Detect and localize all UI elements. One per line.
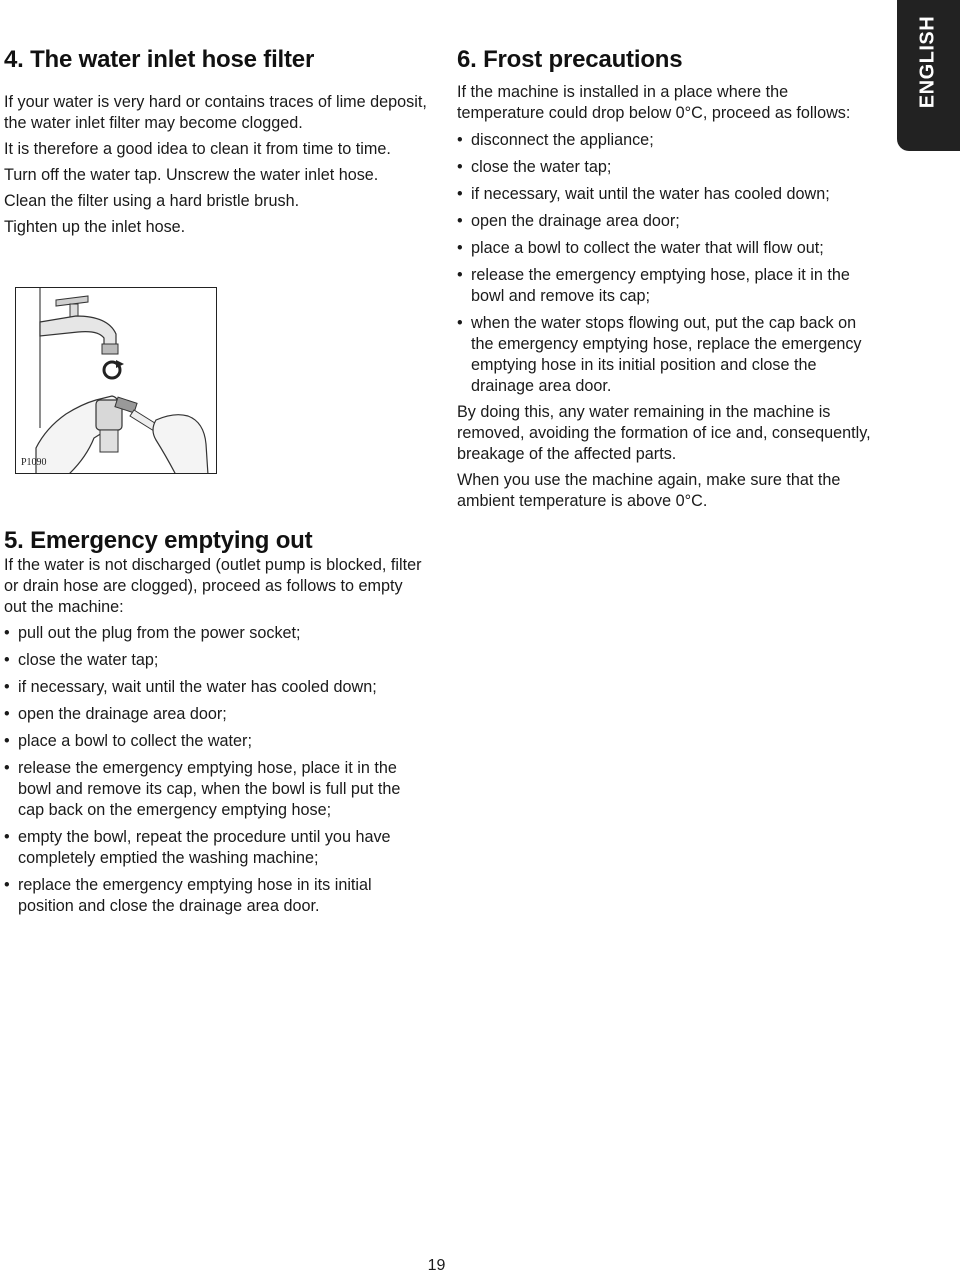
list-item: • open the drainage area door; xyxy=(4,705,227,723)
section5-list xyxy=(4,617,429,917)
section5-intro: If the water is not discharged (outlet pump is blocked, filter or drain hose are clogged), proceed as follows to empty out the machine: xyxy=(4,556,422,616)
language-tab-label: ENGLISH xyxy=(916,15,939,109)
bullet: • xyxy=(457,239,463,257)
bullet: • xyxy=(457,158,463,176)
bullet: • xyxy=(457,185,463,203)
list-item: • if necessary, wait until the water has cooled down; xyxy=(457,185,830,203)
list-item: • if necessary, wait until the water has cooled down; xyxy=(4,678,377,696)
language-tab xyxy=(897,0,960,151)
section4-paragraph: If your water is very hard or contains traces of lime deposit, the water inlet filter may become clogged. xyxy=(4,93,427,132)
list-item: • release the emergency emptying hose, place it in the bowl and remove its cap, when the bowl is full put the cap back on the emergency emptying hose; xyxy=(4,759,401,819)
page-number: 19 xyxy=(427,1257,446,1274)
section6-list xyxy=(457,130,877,397)
section6-paragraph: By doing this, any water remaining in the machine is removed, avoiding the formation of ice and, consequently, breakage of the affected parts. xyxy=(457,403,871,463)
section4-paragraph: Tighten up the inlet hose. xyxy=(4,218,186,236)
bullet: • xyxy=(4,759,10,777)
tap-filter-brush-illustration xyxy=(16,288,217,474)
bullet: • xyxy=(4,732,10,750)
section4-paragraph: Clean the filter using a hard bristle brush. xyxy=(4,192,300,210)
tap-filter-figure xyxy=(15,287,217,474)
figure-label: P1090 xyxy=(21,457,47,468)
list-item: • open the drainage area door; xyxy=(457,212,680,230)
bullet: • xyxy=(4,705,10,723)
list-item: • place a bowl to collect the water that will flow out; xyxy=(457,239,824,257)
bullet: • xyxy=(457,212,463,230)
list-item: • disconnect the appliance; xyxy=(457,131,654,149)
list-item: • pull out the plug from the power socket; xyxy=(4,624,301,642)
list-item: • close the water tap; xyxy=(457,158,612,176)
list-item: • empty the bowl, repeat the procedure until you have completely emptied the washing machine; xyxy=(4,828,391,867)
bullet: • xyxy=(4,828,10,846)
bullet: • xyxy=(457,314,463,332)
section4-title: 4. The water inlet hose filter xyxy=(4,46,315,73)
section6-intro: If the machine is installed in a place where the temperature could drop below 0°C, proceed as follows: xyxy=(457,83,851,122)
list-item: • close the water tap; xyxy=(4,651,159,669)
section4-paragraph: It is therefore a good idea to clean it from time to time. xyxy=(4,140,391,158)
section6-title: 6. Frost precautions xyxy=(457,46,683,73)
list-item: • release the emergency emptying hose, place it in the bowl and remove its cap; xyxy=(457,266,850,305)
section5-title: 5. Emergency emptying out xyxy=(4,527,313,554)
left-column xyxy=(4,44,429,238)
bullet: • xyxy=(4,651,10,669)
list-item: • replace the emergency emptying hose in its initial position and close the drainage area door. xyxy=(4,876,372,915)
right-column xyxy=(457,44,877,512)
bullet: • xyxy=(4,624,10,642)
bullet: • xyxy=(4,876,10,894)
section4-paragraph: Turn off the water tap. Unscrew the water inlet hose. xyxy=(4,166,379,184)
bullet: • xyxy=(4,678,10,696)
list-item: • when the water stops flowing out, put the cap back on the emergency emptying hose, replace the emergency emptying hose in its initial position and close the drainage area door. xyxy=(457,314,862,395)
bullet: • xyxy=(457,266,463,284)
bullet: • xyxy=(457,131,463,149)
list-item: • place a bowl to collect the water; xyxy=(4,732,252,750)
section6-paragraph: When you use the machine again, make sure that the ambient temperature is above 0°C. xyxy=(457,471,841,510)
